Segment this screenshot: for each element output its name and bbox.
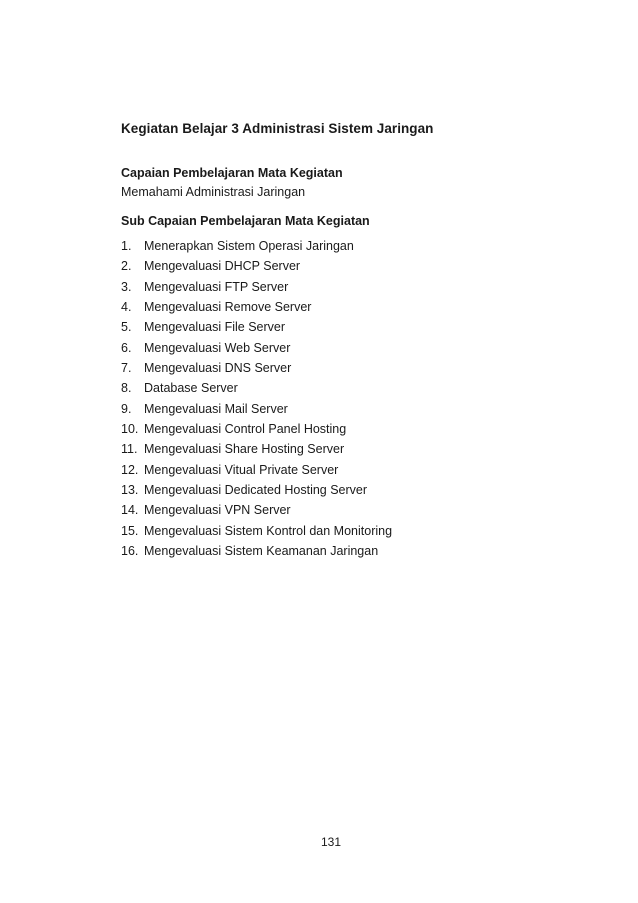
list-item bbox=[121, 480, 392, 500]
list-item-number: 1. bbox=[121, 239, 132, 253]
list-item-number: 11. bbox=[121, 442, 138, 457]
section-heading-sub-capaian: Sub Capaian Pembelajaran Mata Kegiatan bbox=[121, 214, 370, 228]
list-item-number: 6. bbox=[121, 340, 132, 355]
list-item bbox=[121, 277, 392, 297]
list-item-text: Mengevaluasi Dedicated Hosting Server bbox=[144, 483, 368, 498]
list-item-number: 12. bbox=[121, 462, 139, 477]
sub-capaian-list bbox=[121, 236, 392, 562]
list-item-text: Mengevaluasi FTP Server bbox=[144, 279, 289, 294]
list-item-text: Mengevaluasi VPN Server bbox=[144, 503, 291, 518]
list-item bbox=[121, 460, 392, 480]
list-item-text: Mengevaluasi Remove Server bbox=[144, 300, 312, 315]
list-item-text: Mengevaluasi Web Server bbox=[144, 340, 291, 355]
list-item-number: 16. bbox=[121, 544, 139, 559]
list-item-text: Mengevaluasi Control Panel Hosting bbox=[144, 422, 347, 437]
list-item-text: Mengevaluasi DNS Server bbox=[144, 361, 292, 376]
list-item-number: 4. bbox=[121, 300, 132, 315]
list-item bbox=[121, 521, 392, 541]
list-item bbox=[121, 358, 392, 378]
page-number: 131 bbox=[320, 835, 342, 849]
list-item bbox=[121, 541, 392, 561]
list-item-text: Mengevaluasi Share Hosting Server bbox=[144, 442, 345, 457]
list-item-number: 15. bbox=[121, 523, 139, 538]
list-item bbox=[121, 297, 392, 317]
list-item-text: Mengevaluasi File Server bbox=[144, 320, 286, 335]
list-item-text: Mengevaluasi DHCP Server bbox=[144, 259, 301, 274]
list-item bbox=[121, 338, 392, 358]
list-item bbox=[121, 419, 392, 439]
list-item-number: 13. bbox=[121, 483, 139, 498]
list-item bbox=[121, 317, 392, 337]
page-title: Kegiatan Belajar 3 Administrasi Sistem Jaringan bbox=[121, 121, 434, 136]
list-item bbox=[121, 500, 392, 520]
list-item bbox=[121, 256, 392, 276]
list-item-text: Mengevaluasi Mail Server bbox=[144, 401, 288, 416]
list-item-number: 2. bbox=[121, 259, 132, 274]
list-item-text: Mengevaluasi Sistem Kontrol dan Monitoring bbox=[144, 523, 393, 538]
list-item-text: Mengevaluasi Sistem Keamanan Jaringan bbox=[144, 544, 379, 559]
section-heading-capaian: Capaian Pembelajaran Mata Kegiatan bbox=[121, 166, 343, 180]
list-item-number: 8. bbox=[121, 381, 132, 396]
list-item-text: Menerapkan Sistem Operasi Jaringan bbox=[144, 239, 354, 253]
list-item bbox=[121, 439, 392, 459]
list-item-number: 9. bbox=[121, 401, 132, 416]
list-item-text: Mengevaluasi Vitual Private Server bbox=[144, 462, 339, 477]
list-item-number: 7. bbox=[121, 361, 132, 376]
list-item-number: 14. bbox=[121, 503, 139, 518]
list-item bbox=[121, 236, 392, 256]
section-text-capaian: Memahami Administrasi Jaringan bbox=[121, 185, 306, 199]
list-item bbox=[121, 399, 392, 419]
list-item-text: Database Server bbox=[144, 381, 238, 396]
list-item-number: 5. bbox=[121, 320, 132, 335]
list-item bbox=[121, 378, 392, 398]
list-item-number: 10. bbox=[121, 422, 139, 437]
list-item-number: 3. bbox=[121, 279, 132, 294]
